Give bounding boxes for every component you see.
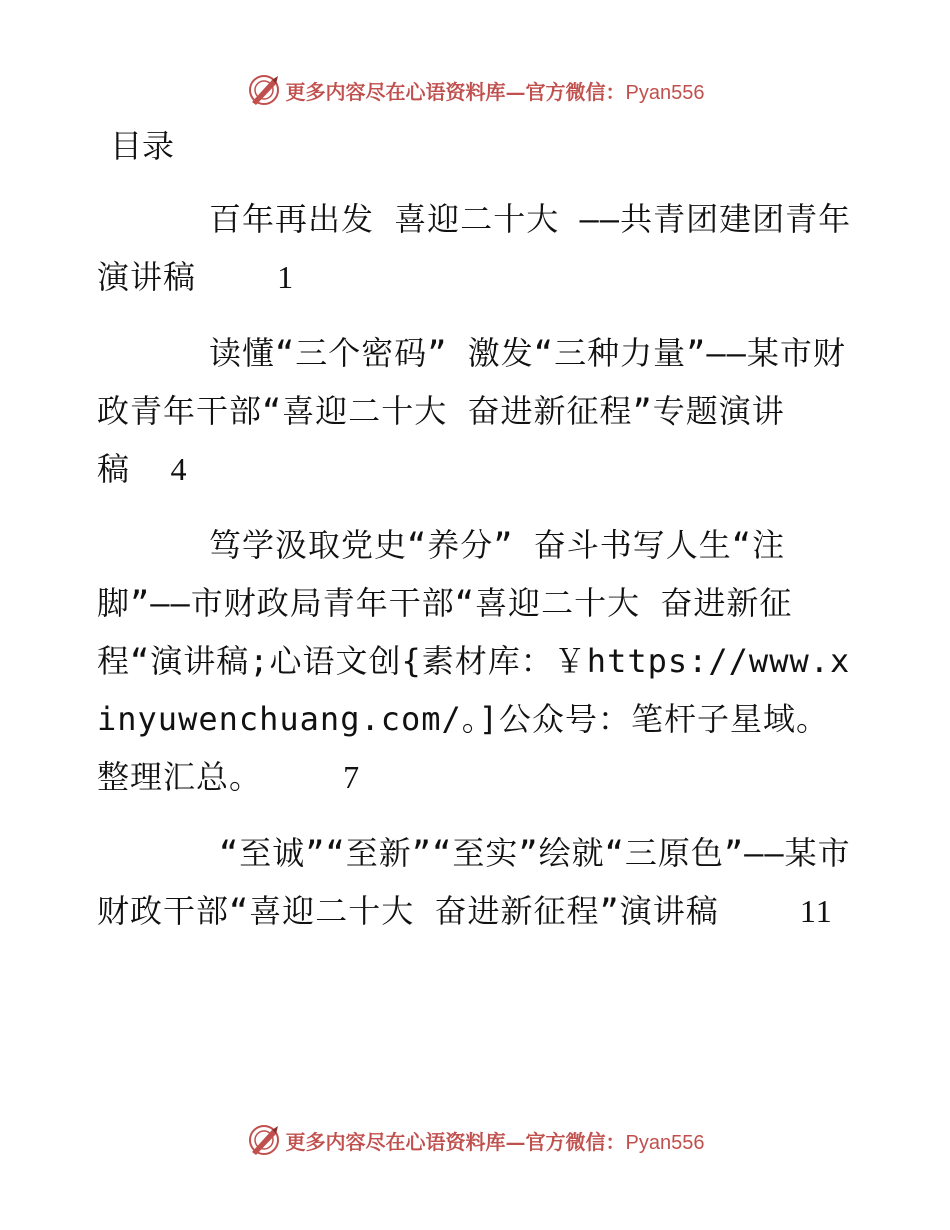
page-title: 目录 [110,127,175,165]
toc-entry-page: 7 [343,759,361,795]
footer-banner [0,1120,950,1160]
footer-wechat-id: Pyan556 [625,1131,705,1154]
footer-banner-text: 更多内容尽在心语资料库—官方微信：Pyan556 [285,1129,705,1154]
toc-entry-title: “至诚”“至新”“至实”绘就“三原色”——某市财政干部“喜迎二十大 奋进新征程”演讲稿 [97,834,851,930]
pen-logo-icon [246,1122,282,1158]
toc-entry [97,324,857,498]
toc-entry [97,824,857,940]
toc-entry-title: 笃学汲取党史“养分” 奋斗书写人生“注脚”——市财政局青年干部“喜迎二十大 奋进新征程“演讲稿;心语文创{素材库：￥https://www.xinyuwenchuang.com/。]公众号：笔杆子星域。整理汇总。 [97,526,851,796]
toc-entry-page: 4 [170,451,188,487]
toc-entry-title: 读懂“三个密码” 激发“三种力量”——某市财政青年干部“喜迎二十大 奋进新征程”专题演讲稿 [97,334,846,488]
toc-entry-page: 1 [277,259,295,295]
pen-logo-icon [246,72,282,108]
toc-entry-title: 百年再出发 喜迎二十大 ——共青团建团青年演讲稿 [97,200,852,296]
header-wechat-id: Pyan556 [625,81,705,104]
header-banner [0,70,950,110]
header-banner-text: 更多内容尽在心语资料库—官方微信：Pyan556 [285,79,705,104]
toc-entry [97,190,857,306]
toc-entry [97,516,857,806]
toc-entry-page: 11 [799,893,833,929]
